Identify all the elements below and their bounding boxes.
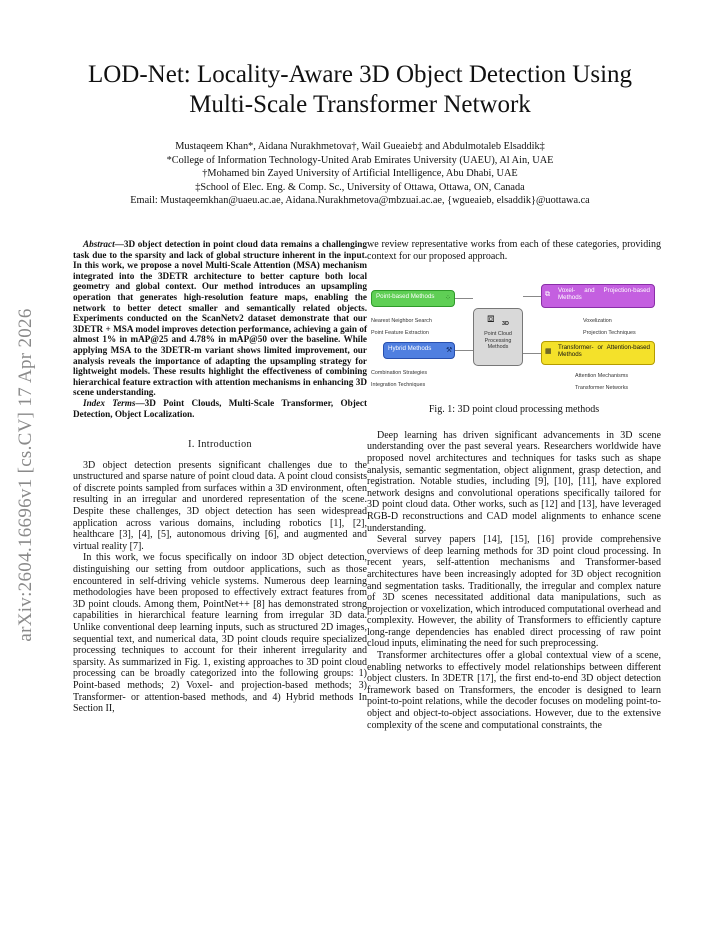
connector-line xyxy=(455,298,473,299)
paragraph: Deep learning has driven significant advancements in 3D scene understanding over the past several years. Researchers worldwide have proposed novel architectures and techniques for tasks such as shape analysis, semantic segmentation, object alignment, grasp detection, and registration. Notable studies, including [9], [10], [11], have explored network designs and convolutional operations specifically tailored for 3D point cloud data. Other works, such as [12] and [13], have leveraged RGB-D reconstructions and CAD model alignments to enhance scene understanding. xyxy=(367,429,661,534)
index-terms-text: —3D Point Clouds, Multi-Scale Transformer, Object Detection, Object Localization. xyxy=(73,397,368,419)
paragraph: 3D object detection presents significant challenges due to the unstructured and sparse nature of point cloud data. A point cloud consists of discrete points sampled from surfaces within a 3D environment, often resulting in an irregular and unordered representation of the scene. Despite these challenges, 3D object detection has seen widespread application across various domains, including robotics [1], [2], healthcare [3], [4], [5], autonomous driving [6], and augmented and virtual reality [7]. xyxy=(73,459,367,552)
point-cloud-icon: ⁘ xyxy=(445,295,451,303)
grid-network-icon: ▦ xyxy=(545,348,552,356)
author-block xyxy=(60,140,660,208)
paragraph: In this work, we focus specifically on indoor 3D object detection, distinguishing our setting from outdoor applications, such as those encountered in self-driving vehicle systems. Numerous deep learning methodologies have been proposed to effectively extract features from 3D point clouds. Among them, PointNet++ [8] has demonstrated strong capabilities in hierarchical feature learning from irregular 3D data. Unlike conventional deep learning inputs, such as structured 2D images, sequential text, and numerical data, 3D point clouds require specialized processing techniques to account for their inherent irregularity and sparsity. As summarized in Fig. 1, existing approaches to 3D point cloud processing can be broadly categorized into the following groups: 1) Point-based methods; 2) Voxel- and projection-based methods; 3) Transformer- or attention-based methods, and 4) Hybrid methods In Section II, xyxy=(73,552,367,715)
hybrid-sub-2: Integration Techniques xyxy=(371,382,426,389)
paper-title: LOD-Net: Locality-Aware 3D Object Detection Using Multi-Scale Transformer Network xyxy=(87,61,633,118)
hybrid-icon: ⚒ xyxy=(446,347,453,355)
transformer-sub-2: Transformer Networks xyxy=(575,385,629,392)
point-based-label: Point-based Methods xyxy=(376,293,435,301)
center-label: Point Cloud Processing Methods xyxy=(484,331,512,350)
voxel-label: Voxel- and Projection-based Methods xyxy=(558,287,650,302)
voxel-projection-methods-node xyxy=(541,284,655,308)
point-cloud-processing-node xyxy=(473,308,523,366)
left-column xyxy=(73,239,367,715)
point-sub-2: Point Feature Extraction xyxy=(371,330,429,337)
arxiv-id-text: arXiv:2604.16696v1 [cs.CV] 17 Apr 2026 xyxy=(15,308,36,642)
point-based-methods-node xyxy=(371,290,455,307)
affiliation-3: ‡School of Elec. Eng. & Comp. Sc., University of Ottawa, Ottawa, ON, Canada xyxy=(195,181,525,193)
affiliation-2: †Mohamed bin Zayed University of Artificial Intelligence, Abu Dhabi, UAE xyxy=(202,168,518,180)
paragraph: Several survey papers [14], [15], [16] provide comprehensive overviews of deep learning methods for 3D point cloud processing. In recent years, self-attention mechanisms and Transformer-based architectures have been increasingly adopted for 3D object recognition and segmentation tasks. Traditionally, the irregular and complex nature of 3D scenes necessitated additional data manipulations, such as projection or voxelization, which introduced computational overhead and complexity. However, the ability of Transformers to efficiently capture long-range dependencies has enabled direct processing of raw point cloud inputs, eliminating the need for such preprocessing. xyxy=(367,534,661,650)
abstract-text: —3D object detection in point cloud data remains a challenging task due to the sparsity and lack of global structure inherent in the input. In this work, we propose a novel Multi-Scale Attention (MSA) mechanism integrated into the 3DETR architecture to better capture both local geometry and global context. Our method introduces an upsampling operation that generates high-resolution feature maps, enabling the network to better detect smaller and semantically related objects. Experiments conducted on the ScanNetv2 dataset demonstrate that our 3DETR + MSA model improves detection performance, achieving a gain of almost 1% in mAP@25 and 4.78% in mAP@50 over the baseline. While applying MSA to the 3DETR-m variant shows limited improvement, our analysis reveals the importance of adapting the upsampling strategy for lightweight models. These results highlight the effectiveness of combining hierarchical feature extraction with attention mechanisms in enhancing 3D scene understanding. xyxy=(73,239,367,398)
author-emails: Email: Mustaqeemkhan@uaeu.ac.ae, Aidana.Nurakhmetova@mbzuai.ac.ae, {wgueaieb, elsaddik}@uottawa.ca xyxy=(130,195,590,207)
hybrid-methods-node xyxy=(383,342,455,359)
paragraph: we review representative works from each of these categories, providing context for our proposed approach. xyxy=(367,239,661,262)
right-column xyxy=(367,239,661,731)
transformer-attention-methods-node xyxy=(541,341,655,365)
voxel-sub-1: Voxelization xyxy=(583,318,612,325)
index-terms-label: Index Terms xyxy=(83,397,136,408)
voxel-sub-2: Projection Techniques xyxy=(583,330,636,337)
transformer-sub-1: Attention Mechanisms xyxy=(575,373,629,380)
connector-line xyxy=(523,353,541,354)
voxel-cube-icon: ⧉ xyxy=(545,291,550,299)
transformer-label: Transformer- or Attention-based Methods xyxy=(558,344,650,359)
figure-1-diagram xyxy=(367,270,661,402)
arxiv-identifier xyxy=(6,240,46,710)
paragraph: Transformer architectures offer a global contextual view of a scene, enabling networks to effectively model relationships between different object clusters. In 3DETR [17], the first end-to-end 3D object detection framework based on Transformers, the encoder is designed to learn point-to-point relations, while the decoder focuses on modeling point-to-object and object-to-object associations. However, due to the extensive complexity of the scene and computational constraints, the xyxy=(367,650,661,731)
center-icon-text: 3D xyxy=(502,321,509,328)
connector-line xyxy=(523,296,541,297)
author-names: Mustaqeem Khan*, Aidana Nurakhmetova†, Wail Gueaieb‡ and Abdulmotaleb Elsaddik‡ xyxy=(175,141,545,152)
abstract-label: Abstract xyxy=(83,239,115,249)
abstract xyxy=(73,239,367,398)
connector-line xyxy=(455,350,473,351)
cube-3d-icon: ⧈ xyxy=(487,311,495,326)
section-heading-introduction: I. Introduction xyxy=(188,439,252,451)
affiliation-1: *College of Information Technology-United Arab Emirates University (UAEU), Al Ain, UAE xyxy=(166,154,554,166)
hybrid-label: Hybrid Methods xyxy=(388,345,432,353)
point-sub-1: Nearest Neighbor Search xyxy=(371,318,432,325)
hybrid-sub-1: Combination Strategies xyxy=(371,370,428,377)
figure-caption: Fig. 1: 3D point cloud processing methods xyxy=(428,404,600,416)
index-terms xyxy=(73,398,367,419)
